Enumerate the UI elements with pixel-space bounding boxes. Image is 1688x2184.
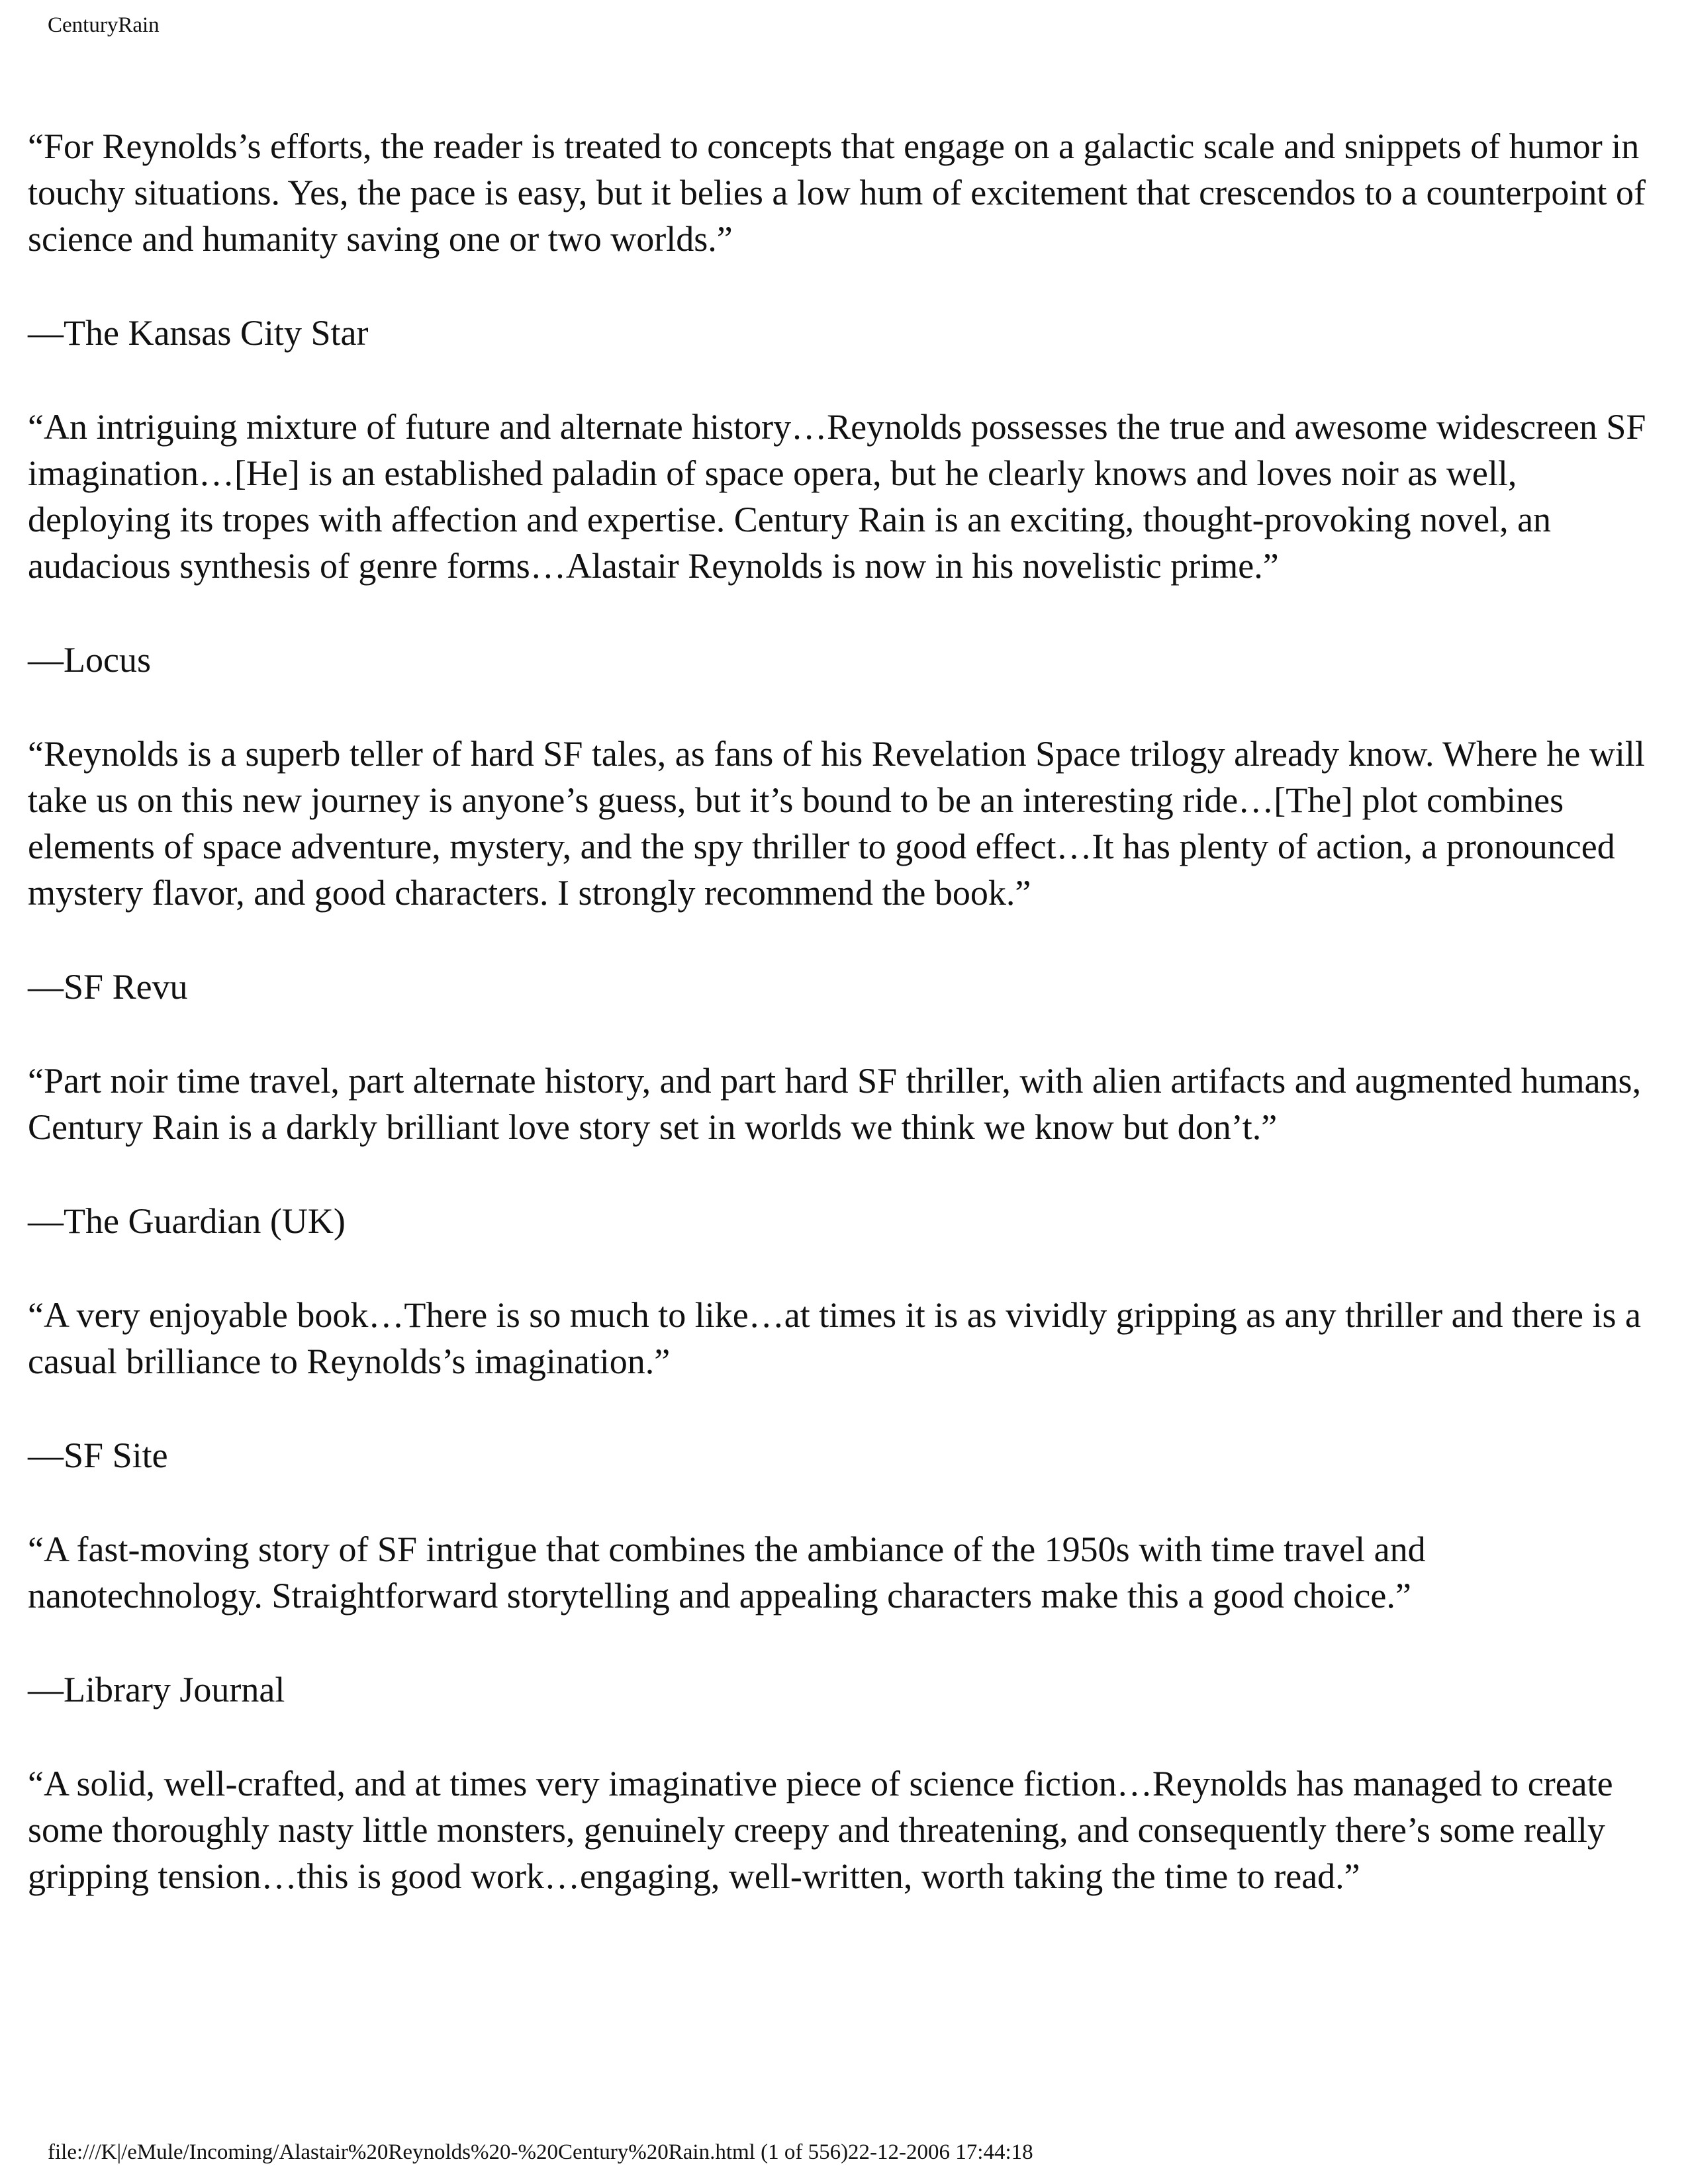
review-source: —The Kansas City Star — [28, 313, 369, 353]
review-source: —SF Revu — [28, 967, 188, 1007]
review-quote: “For Reynolds’s efforts, the reader is treated to concepts that engage on a galactic scale and snippets of humor in touchy situations. Yes, the pace is easy, but it belies a low hum of excitement that crescendos to a counterpoint of science and humanity saving one or two worlds.” — [28, 126, 1646, 259]
review-source: —Library Journal — [28, 1670, 285, 1709]
review-quote: “A fast-moving story of SF intrigue that combines the ambiance of the 1950s with time travel and nanotechnology. Straightforward storytelling and appealing characters make this a good choice.” — [28, 1529, 1426, 1615]
review-quote: “Part noir time travel, part alternate history, and part hard SF thriller, with alien artifacts and augmented humans, Century Rain is a darkly brilliant love story set in worlds we think we know but don’t.” — [28, 1061, 1642, 1147]
review-source: —The Guardian (UK) — [28, 1201, 346, 1241]
review-quote: “A very enjoyable book…There is so much to like…at times it is as vividly gripping as any thriller and there is a casual brilliance to Reynolds’s imagination.” — [28, 1295, 1641, 1381]
review-quote: “An intriguing mixture of future and alternate history…Reynolds possesses the true and awesome widescreen SF imagination…[He] is an established paladin of space opera, but he clearly knows and loves noir as well, deploying its tropes with affection and expertise. Century Rain is an exciting, thought-provoking novel, an audacious synthesis of genre forms…Alastair Reynolds is now in his novelistic prime.” — [28, 407, 1646, 586]
review-quote: “Reynolds is a superb teller of hard SF tales, as fans of his Revelation Space trilogy already know. Where he will take us on this new journey is anyone’s guess, but it’s bound to be an interesting ride…[The] plot combines elements of space adventure, mystery, and the spy thriller to good effect…It has plenty of action, a pronounced mystery flavor, and good characters. I strongly recommend the book.” — [28, 734, 1645, 913]
review-quote: “A solid, well-crafted, and at times very imaginative piece of science fiction…Reynolds has managed to create some thoroughly nasty little monsters, genuinely creepy and threatening, and consequently there’s some really gripping tension…this is good work…engaging, well-written, worth taking the time to read.” — [28, 1764, 1613, 1896]
review-source: —SF Site — [28, 1435, 168, 1475]
page-footer-path: file:///K|/eMule/Incoming/Alastair%20Reynolds%20-%20Century%20Rain.html (1 of 556)22-12-2006 17:44:18 — [48, 2140, 1033, 2164]
page-header-title: CenturyRain — [48, 13, 160, 37]
review-source: —Locus — [28, 640, 151, 680]
reviews-content — [28, 123, 1663, 1899]
